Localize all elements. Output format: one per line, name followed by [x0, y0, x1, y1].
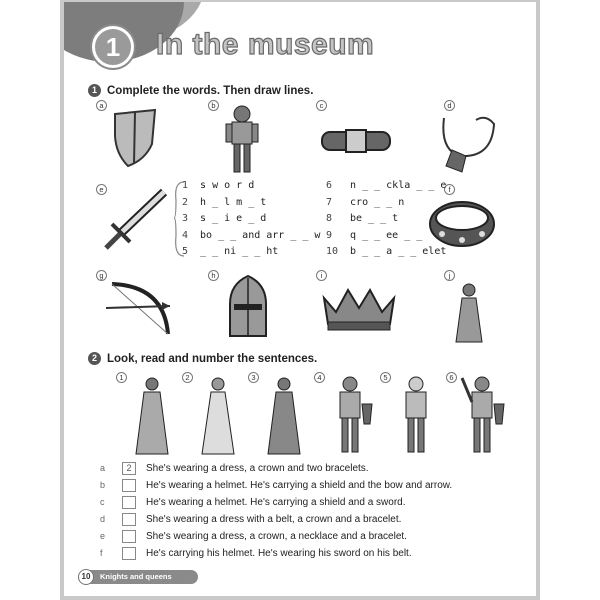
helmet-picture [226, 274, 270, 340]
answer-box[interactable] [122, 547, 136, 560]
word-item: q _ _ ee _ _ [350, 229, 423, 241]
sentence-letter: a [100, 463, 106, 473]
shield-picture [110, 106, 160, 168]
word-number: 10 [326, 246, 339, 257]
exercise-instruction: Look, read and number the sentences. [107, 352, 318, 365]
figure-number-2: 2 [182, 372, 193, 383]
word-item: bo _ _ and arr _ _ w [200, 229, 321, 241]
sentence-text: She's wearing a dress, a crown, a necklace and a bracelet. [146, 531, 407, 542]
knight-picture [222, 102, 262, 176]
page-number: 10 [78, 569, 94, 585]
page-footer [78, 570, 198, 584]
knight-figure-5 [392, 374, 440, 456]
word-item: s w o r d [200, 180, 255, 191]
sword-picture [98, 188, 170, 250]
figure-number-1: 1 [116, 372, 127, 383]
answer-box[interactable] [122, 513, 136, 526]
label-j: j [444, 270, 455, 281]
word-list-right [326, 178, 446, 261]
exercise-1-heading [88, 84, 313, 97]
word-number: 8 [326, 213, 333, 224]
bow-and-arrow-picture [104, 276, 176, 340]
section-name: Knights and queens [100, 572, 172, 581]
label-i: i [316, 270, 327, 281]
word-item: h _ l m _ t [200, 196, 267, 208]
figure-number-3: 3 [248, 372, 259, 383]
label-a: a [96, 100, 107, 111]
sentence-row [100, 477, 452, 494]
unit-number-badge: 1 [92, 26, 134, 68]
sentence-row [100, 545, 452, 562]
sentence-text: He's wearing a helmet. He's carrying a shield and a sword. [146, 497, 406, 508]
word-item: cro _ _ n [350, 196, 405, 208]
necklace-picture [436, 110, 500, 174]
word-item: _ _ ni _ _ ht [200, 246, 279, 257]
sentence-row [100, 511, 452, 528]
sentence-text: He's carrying his helmet. He's wearing his sword on his belt. [146, 548, 412, 559]
answer-box[interactable]: 2 [122, 462, 136, 475]
figure-number-5: 5 [380, 372, 391, 383]
sentence-letter: e [100, 531, 106, 541]
word-number: 4 [182, 229, 189, 241]
exercise-number: 2 [88, 352, 101, 365]
word-number: 7 [326, 196, 333, 208]
sentence-list [100, 460, 452, 562]
word-list-left [182, 178, 320, 261]
answer-box[interactable] [122, 479, 136, 492]
sentence-row [100, 494, 452, 511]
exercise-2-heading [88, 352, 317, 365]
sentence-text: She's wearing a dress with a belt, a crown and a bracelet. [146, 514, 402, 525]
label-h: h [208, 270, 219, 281]
crown-picture [320, 284, 398, 332]
sentence-row [100, 528, 452, 545]
word-number: 9 [326, 229, 333, 241]
queen-figure-2 [198, 374, 238, 456]
label-b: b [208, 100, 219, 111]
belt-picture [320, 124, 392, 160]
label-f: f [444, 184, 455, 195]
queen-figure-1 [132, 374, 172, 456]
label-c: c [316, 100, 327, 111]
exercise-number: 1 [88, 84, 101, 97]
sentence-text: He's wearing a helmet. He's carrying a shield and the bow and arrow. [146, 480, 453, 491]
answer-box[interactable] [122, 496, 136, 509]
exercise-instruction: Complete the words. Then draw lines. [107, 84, 314, 97]
queen-figure-3 [264, 374, 304, 456]
word-item: s _ i e _ d [200, 213, 267, 224]
word-number: 3 [182, 213, 189, 224]
worksheet-page [64, 2, 536, 596]
figure-number-4: 4 [314, 372, 325, 383]
label-d: d [444, 100, 455, 111]
sentence-letter: f [100, 548, 103, 558]
word-item: b _ _ a _ _ elet [350, 246, 447, 257]
queen-picture [452, 280, 486, 344]
label-g: g [96, 270, 107, 281]
page-title: In the museum [156, 28, 375, 61]
knight-figure-6 [458, 374, 506, 456]
knight-figure-4 [326, 374, 374, 456]
sentence-letter: d [100, 514, 106, 524]
word-item: n _ _ ckla _ _ e [350, 180, 447, 191]
figure-number-6: 6 [446, 372, 457, 383]
word-item: be _ _ t [350, 213, 399, 224]
answer-box[interactable] [122, 530, 136, 543]
sentence-letter: c [100, 497, 105, 507]
word-number: 6 [326, 180, 333, 191]
sentence-letter: b [100, 480, 106, 490]
sentence-text: She's wearing a dress, a crown and two bracelets. [146, 463, 369, 474]
word-number: 1 [182, 180, 189, 191]
word-number: 5 [182, 246, 189, 257]
sentence-row [100, 460, 452, 477]
word-number: 2 [182, 196, 189, 208]
label-e: e [96, 184, 107, 195]
